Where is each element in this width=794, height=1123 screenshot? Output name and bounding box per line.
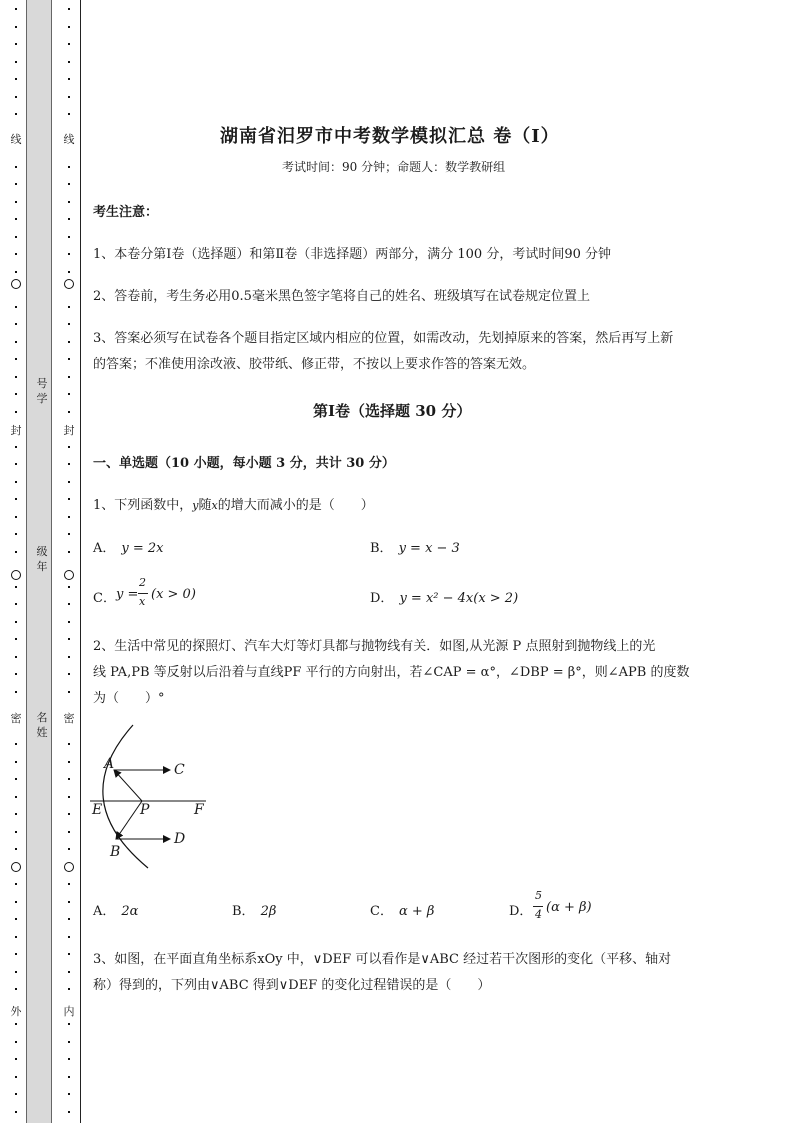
binding-dot bbox=[68, 971, 70, 973]
binding-dot bbox=[68, 761, 70, 763]
binding-dot bbox=[68, 463, 70, 465]
binding-dot bbox=[15, 8, 17, 10]
binding-dot bbox=[15, 341, 17, 343]
ray-pa bbox=[114, 770, 142, 801]
binding-dot bbox=[15, 1093, 17, 1095]
q1-option-c-numerator: 2 bbox=[139, 576, 146, 589]
binding-dot bbox=[68, 988, 70, 990]
binding-dot bbox=[15, 358, 17, 360]
figure-label-p: P bbox=[140, 802, 150, 818]
q2-option-d-rest: (α + β) bbox=[546, 900, 592, 915]
binding-dot bbox=[15, 463, 17, 465]
binding-dot bbox=[68, 638, 70, 640]
binding-dot bbox=[68, 1023, 70, 1025]
q1-option-c-lhs: y = bbox=[116, 587, 139, 602]
binding-dot bbox=[15, 673, 17, 675]
binding-dot bbox=[15, 1058, 17, 1060]
binding-dot bbox=[68, 43, 70, 45]
binding-dot bbox=[68, 341, 70, 343]
notice-heading: 考生注意： bbox=[93, 205, 159, 220]
inner-label-mi: 密 bbox=[63, 712, 75, 725]
binding-dot bbox=[15, 603, 17, 605]
binding-circle-icon bbox=[11, 279, 21, 289]
binding-dot bbox=[68, 691, 70, 693]
binding-dot bbox=[68, 1093, 70, 1095]
binding-dot bbox=[15, 551, 17, 553]
binding-dot bbox=[15, 743, 17, 745]
binding-dot bbox=[15, 498, 17, 500]
binding-dot bbox=[15, 446, 17, 448]
binding-dot bbox=[68, 551, 70, 553]
binding-circle-icon bbox=[64, 279, 74, 289]
figure-label-d: D bbox=[174, 831, 186, 847]
binding-dot bbox=[15, 761, 17, 763]
question-3-line-1: 3、如图，在平面直角坐标系xOy 中，∨DEF 可以看作是∨ABC 经过若干次图形的变化（平移、轴对 bbox=[93, 952, 672, 967]
binding-dot bbox=[68, 26, 70, 28]
binding-dot bbox=[68, 61, 70, 63]
binding-dot bbox=[15, 586, 17, 588]
q1-option-b[interactable]: B． y = x − 3 bbox=[370, 541, 460, 556]
question-3-line-2: 称）得到的，下列由∨ABC 得到∨DEF 的变化过程错误的是（ ） bbox=[93, 978, 491, 993]
binding-dot bbox=[15, 481, 17, 483]
binding-dot bbox=[15, 901, 17, 903]
outer-dot-column bbox=[10, 0, 22, 1123]
figure-label-c: C bbox=[174, 762, 185, 778]
exam-info: 考试时间：90 分钟；命题人：数学教研组 bbox=[282, 160, 506, 174]
binding-dot bbox=[15, 393, 17, 395]
figure-label-f: F bbox=[194, 802, 204, 818]
binding-dot bbox=[15, 918, 17, 920]
binding-dot bbox=[15, 78, 17, 80]
binding-dot bbox=[68, 393, 70, 395]
binding-dot bbox=[68, 673, 70, 675]
binding-dot bbox=[15, 166, 17, 168]
field-student-number: 号学 bbox=[36, 377, 48, 405]
inner-dot-column bbox=[63, 0, 75, 1123]
binding-dot bbox=[15, 638, 17, 640]
question-2-line-2: 线 PA,PB 等反射以后沿着与直线PF 平行的方向射出，若∠CAP = α°，∠DBP = β°，则∠APB 的度数 bbox=[93, 665, 690, 680]
binding-dot bbox=[15, 883, 17, 885]
binding-dot bbox=[15, 656, 17, 658]
q2-option-d-denominator: 4 bbox=[535, 908, 542, 921]
binding-dot bbox=[68, 743, 70, 745]
binding-dot bbox=[15, 988, 17, 990]
binding-dot bbox=[68, 778, 70, 780]
binding-dot bbox=[15, 533, 17, 535]
q1-option-c[interactable]: C． bbox=[93, 591, 116, 606]
binding-dot bbox=[68, 796, 70, 798]
ray-pb bbox=[116, 801, 142, 839]
q2-option-a[interactable]: A． 2α bbox=[93, 904, 139, 919]
field-name: 名姓 bbox=[36, 711, 48, 739]
binding-dot bbox=[15, 831, 17, 833]
inner-label-nei: 内 bbox=[63, 1005, 75, 1018]
section-title: 一、单选题（10 小题，每小题 3 分，共计 30 分） bbox=[93, 456, 395, 471]
notice-item-2: 2、答卷前，考生务必用0.5毫米黑色签字笔将自己的姓名、班级填写在试卷规定位置上 bbox=[93, 289, 590, 304]
binding-dot bbox=[68, 1111, 70, 1113]
binding-dot bbox=[68, 656, 70, 658]
binding-dot bbox=[15, 778, 17, 780]
binding-dot bbox=[68, 113, 70, 115]
binding-dot bbox=[68, 516, 70, 518]
binding-dot bbox=[15, 796, 17, 798]
inner-label-feng: 封 bbox=[63, 424, 75, 437]
binding-dot bbox=[15, 691, 17, 693]
binding-dot bbox=[68, 1058, 70, 1060]
binding-dot bbox=[15, 516, 17, 518]
q1-option-d[interactable]: D． y = x² − 4x(x > 2) bbox=[370, 591, 519, 606]
binding-dot bbox=[68, 376, 70, 378]
binding-dot bbox=[15, 848, 17, 850]
binding-dot bbox=[68, 936, 70, 938]
question-2-line-3: 为（ ）° bbox=[93, 691, 165, 706]
binding-dot bbox=[68, 848, 70, 850]
question-1-stem: 1、下列函数中，y随x的增大而减小的是（ ） bbox=[93, 498, 374, 513]
outer-label-mi: 密 bbox=[10, 712, 22, 725]
outer-label-feng: 封 bbox=[10, 424, 22, 437]
binding-dot bbox=[15, 1023, 17, 1025]
binding-dot bbox=[68, 358, 70, 360]
binding-dot bbox=[68, 271, 70, 273]
binding-dot bbox=[68, 253, 70, 255]
q2-option-b[interactable]: B． 2β bbox=[232, 904, 277, 919]
binding-dot bbox=[68, 218, 70, 220]
binding-circle-icon bbox=[11, 570, 21, 580]
binding-dot bbox=[68, 8, 70, 10]
binding-dot bbox=[68, 1076, 70, 1078]
binding-dot bbox=[68, 323, 70, 325]
binding-dot bbox=[68, 183, 70, 185]
binding-dot bbox=[15, 271, 17, 273]
q2-option-d[interactable]: D． bbox=[509, 904, 533, 919]
binding-dot bbox=[15, 1111, 17, 1113]
binding-dot bbox=[68, 498, 70, 500]
binding-dot bbox=[15, 971, 17, 973]
binding-dot bbox=[68, 953, 70, 955]
binding-dot bbox=[15, 306, 17, 308]
binding-dot bbox=[15, 376, 17, 378]
binding-dot bbox=[68, 1041, 70, 1043]
binding-dot bbox=[15, 411, 17, 413]
binding-dot bbox=[15, 236, 17, 238]
question-2-line-1: 2、生活中常见的探照灯、汽车大灯等灯具都与抛物线有关．如图,从光源 P 点照射到抛物线上的光 bbox=[93, 639, 656, 654]
notice-item-3-cont: 的答案；不准使用涂改液、胶带纸、修正带，不按以上要求作答的答案无效。 bbox=[93, 357, 536, 372]
binding-circle-icon bbox=[64, 570, 74, 580]
binding-dot bbox=[15, 1041, 17, 1043]
q2-option-c[interactable]: C． α + β bbox=[370, 904, 435, 919]
binding-dot bbox=[15, 61, 17, 63]
binding-dot bbox=[68, 236, 70, 238]
binding-dot bbox=[68, 446, 70, 448]
outer-label-wai: 外 bbox=[10, 1005, 22, 1018]
binding-dot bbox=[68, 586, 70, 588]
margin-border-line bbox=[80, 0, 81, 1123]
binding-dot bbox=[15, 323, 17, 325]
figure-label-a: A bbox=[104, 756, 115, 772]
figure-label-e: E bbox=[92, 802, 103, 818]
binding-dot bbox=[68, 883, 70, 885]
notice-item-1: 1、本卷分第Ⅰ卷（选择题）和第Ⅱ卷（非选择题）两部分，满分 100 分，考试时间90 分钟 bbox=[93, 247, 611, 262]
binding-circle-icon bbox=[64, 862, 74, 872]
binding-dot bbox=[68, 533, 70, 535]
figure-label-b: B bbox=[110, 844, 121, 860]
binding-dot bbox=[68, 201, 70, 203]
binding-dot bbox=[68, 901, 70, 903]
notice-item-3: 3、答案必须写在试卷各个题目指定区域内相应的位置，如需改动，先划掉原来的答案，然后再写上新 bbox=[93, 331, 674, 346]
q2-option-d-fraction-bar bbox=[533, 906, 543, 907]
binding-dot bbox=[68, 621, 70, 623]
binding-dot bbox=[15, 953, 17, 955]
binding-dot bbox=[15, 1076, 17, 1078]
binding-dot bbox=[15, 253, 17, 255]
binding-dot bbox=[68, 166, 70, 168]
binding-dot bbox=[15, 113, 17, 115]
binding-dot bbox=[15, 201, 17, 203]
binding-dot bbox=[68, 603, 70, 605]
binding-dot bbox=[15, 813, 17, 815]
q1-option-c-condition: (x > 0) bbox=[151, 587, 196, 602]
field-grade: 级年 bbox=[36, 545, 48, 573]
binding-circle-icon bbox=[11, 862, 21, 872]
binding-dot bbox=[68, 918, 70, 920]
q2-option-d-numerator: 5 bbox=[535, 889, 542, 902]
binding-dot bbox=[68, 411, 70, 413]
binding-dot bbox=[15, 183, 17, 185]
binding-dot bbox=[68, 306, 70, 308]
q1-option-a[interactable]: A． y = 2x bbox=[93, 541, 164, 556]
q1-option-c-denominator: x bbox=[139, 595, 146, 608]
binding-dot bbox=[15, 936, 17, 938]
binding-dot bbox=[15, 96, 17, 98]
part1-title: 第Ⅰ卷（选择题 30 分） bbox=[313, 402, 472, 420]
binding-dot bbox=[68, 813, 70, 815]
inner-label-xian: 线 bbox=[63, 133, 75, 146]
binding-dot bbox=[68, 78, 70, 80]
page-title: 湖南省汨罗市中考数学模拟汇总 卷（Ⅰ） bbox=[220, 126, 560, 147]
binding-dot bbox=[68, 481, 70, 483]
binding-dot bbox=[68, 96, 70, 98]
binding-dot bbox=[15, 621, 17, 623]
q1-option-c-fraction-bar bbox=[138, 593, 148, 594]
parabola-reflection-figure bbox=[86, 720, 216, 870]
binding-dot bbox=[68, 831, 70, 833]
binding-dot bbox=[15, 218, 17, 220]
outer-label-xian: 线 bbox=[10, 133, 22, 146]
binding-dot bbox=[15, 26, 17, 28]
binding-dot bbox=[15, 43, 17, 45]
